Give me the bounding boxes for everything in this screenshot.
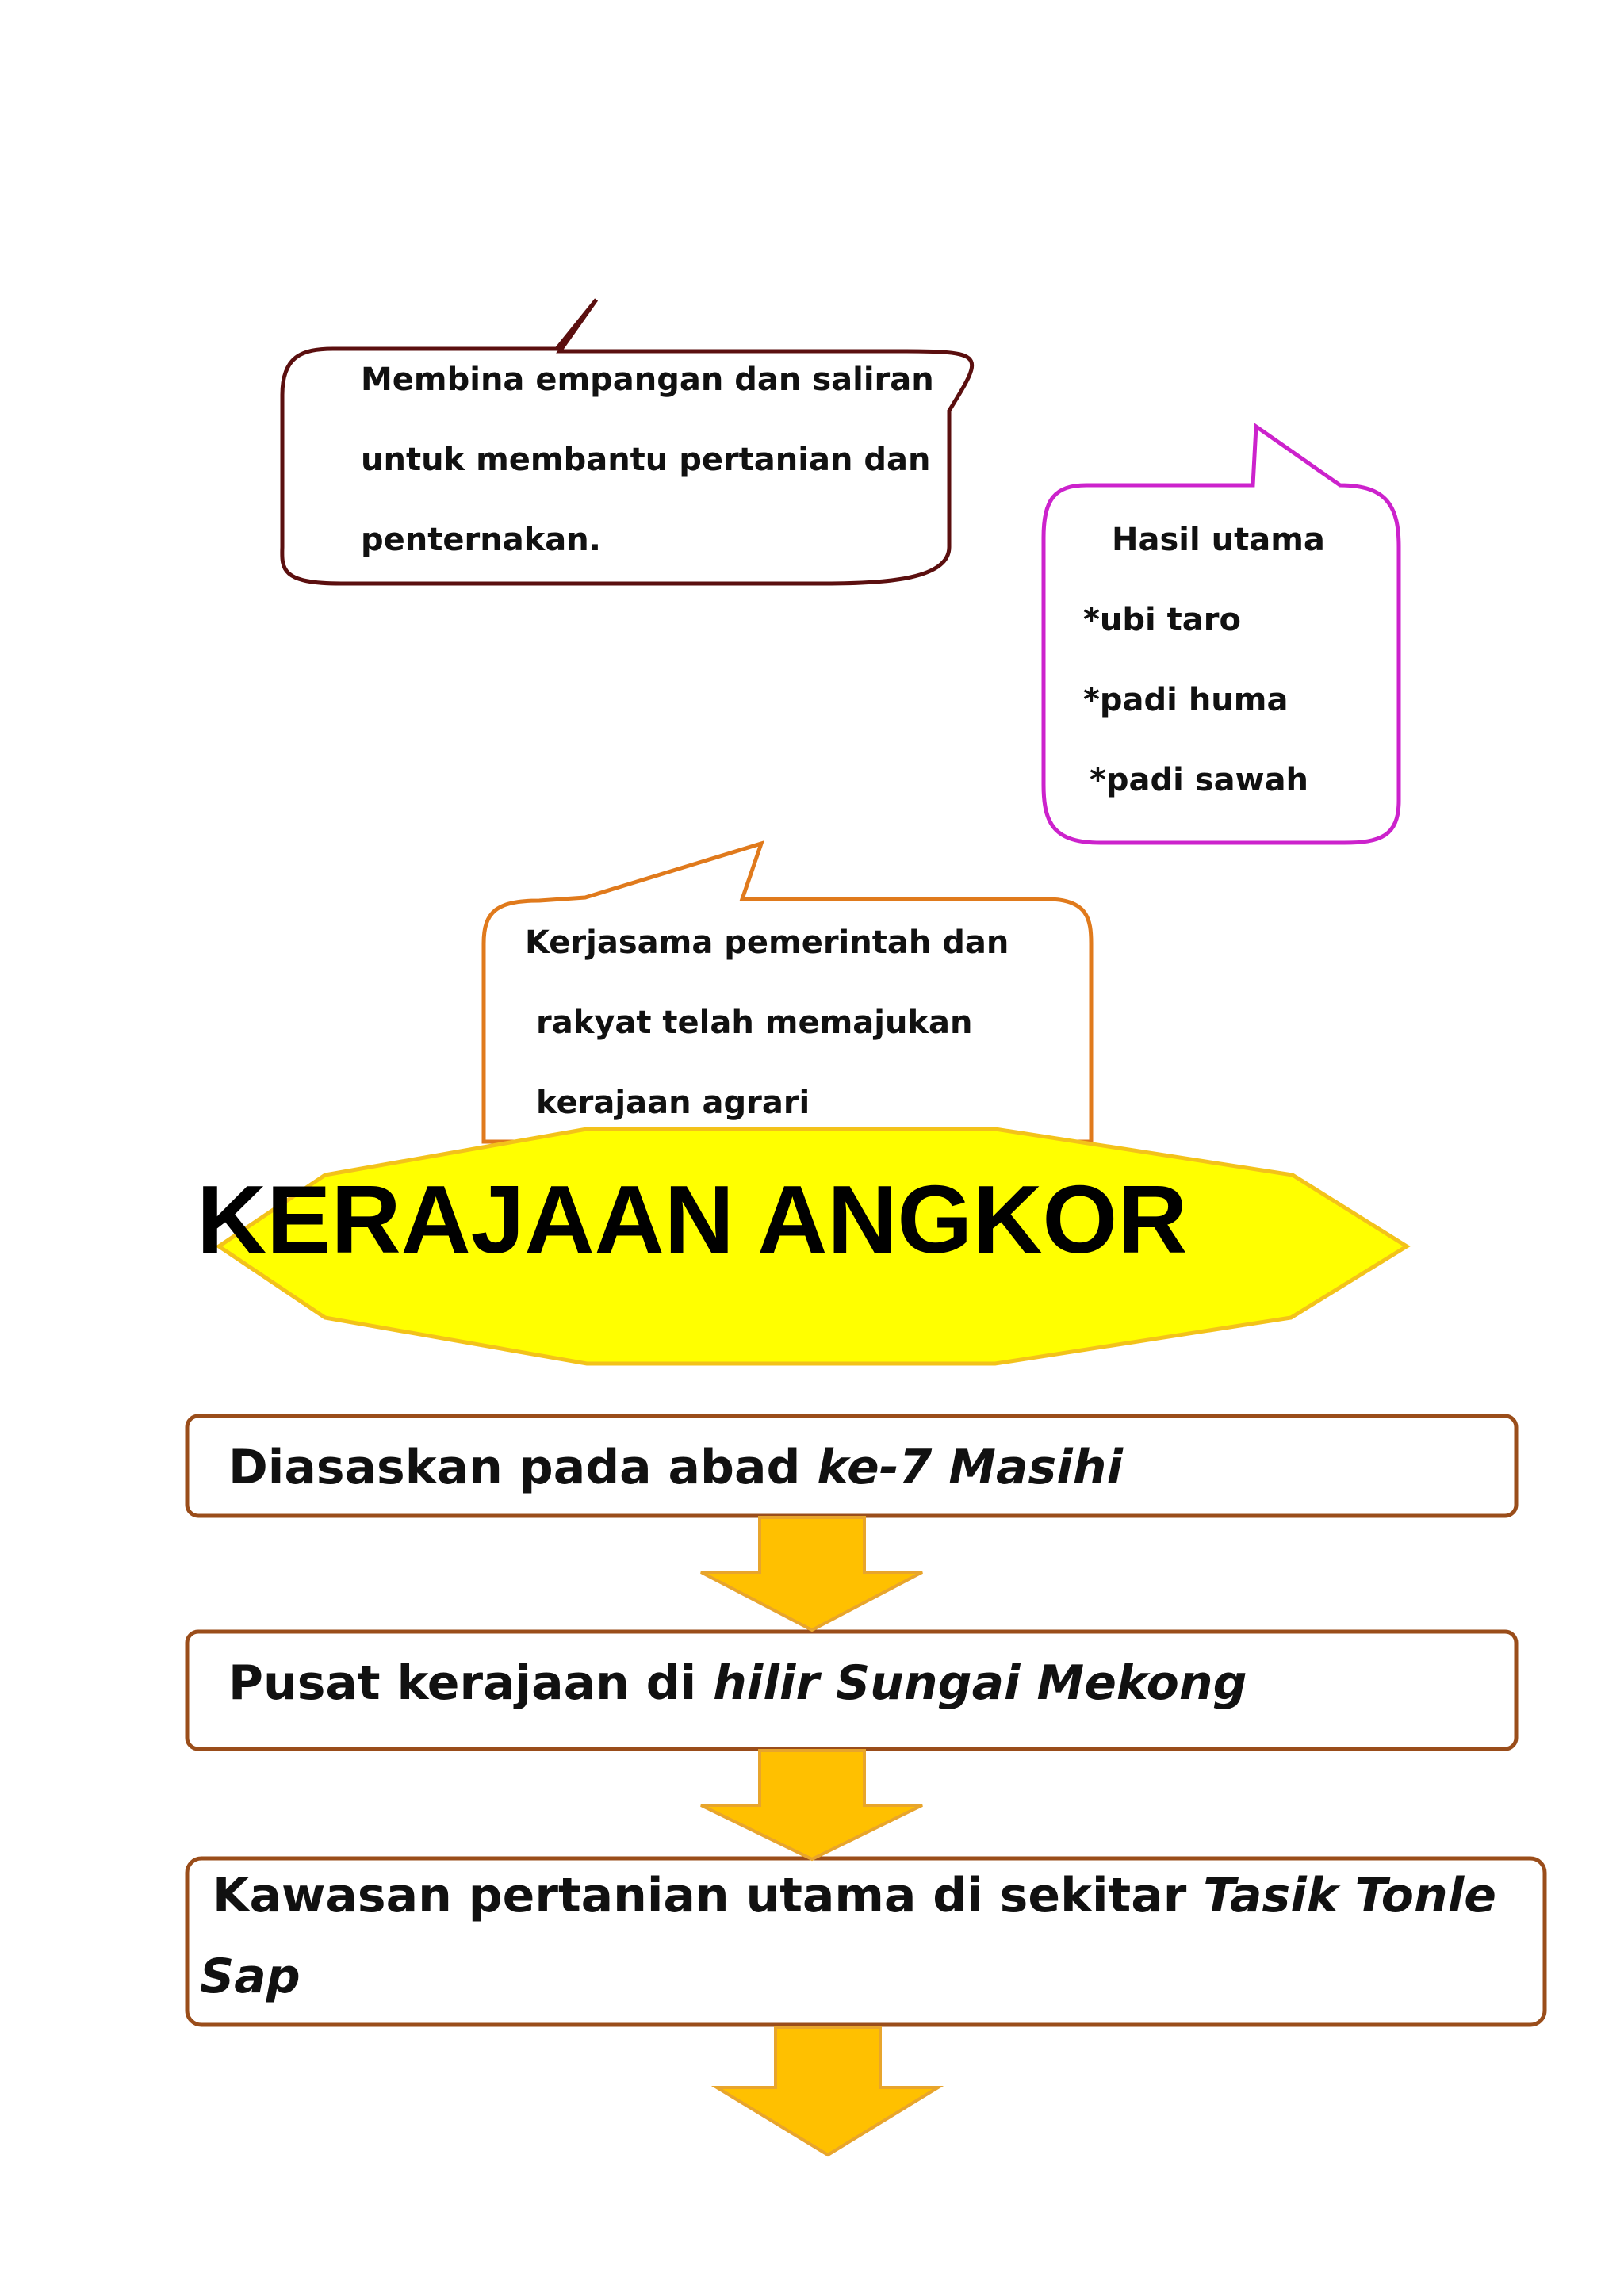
- page-title: KERAJAAN ANGKOR: [197, 1165, 1188, 1273]
- step-1-text: [228, 1440, 1123, 1495]
- step-1-plain: Diasaskan pada abad: [228, 1440, 818, 1495]
- irrigation-line-3: penternakan.: [361, 522, 601, 558]
- down-arrow-1: [701, 1517, 922, 1630]
- step-2-text: [228, 1655, 1247, 1711]
- step-2-plain: Pusat kerajaan di: [228, 1655, 714, 1711]
- produce-item-2: *padi huma: [1083, 682, 1289, 718]
- produce-item-1: *ubi taro: [1083, 602, 1241, 638]
- step-1-emphasis: ke-7 Masihi: [817, 1440, 1124, 1495]
- produce-item-3: *padi sawah: [1090, 762, 1309, 798]
- down-arrow-2: [701, 1751, 922, 1859]
- step-3-text-line-2: [200, 1949, 301, 2004]
- irrigation-line-1: Membina empangan dan saliran: [361, 362, 934, 398]
- produce-heading: Hasil utama: [1112, 522, 1325, 558]
- step-3-plain: Kawasan pertanian utama di sekitar: [213, 1868, 1204, 1923]
- cooperation-line-3: kerajaan agrari: [536, 1085, 810, 1121]
- cooperation-line-1: Kerjasama pemerintah dan: [525, 924, 1009, 961]
- step-2-emphasis: hilir Sungai Mekong: [713, 1655, 1247, 1711]
- cooperation-line-2: rakyat telah memajukan: [536, 1004, 973, 1041]
- down-arrow-3: [717, 2027, 938, 2155]
- step-3-emphasis: Tasik Tonle: [1203, 1868, 1496, 1923]
- step-3-emphasis-2: Sap: [200, 1949, 301, 2004]
- irrigation-line-2: untuk membantu pertanian dan: [361, 442, 931, 478]
- step-3-text: [213, 1868, 1496, 1923]
